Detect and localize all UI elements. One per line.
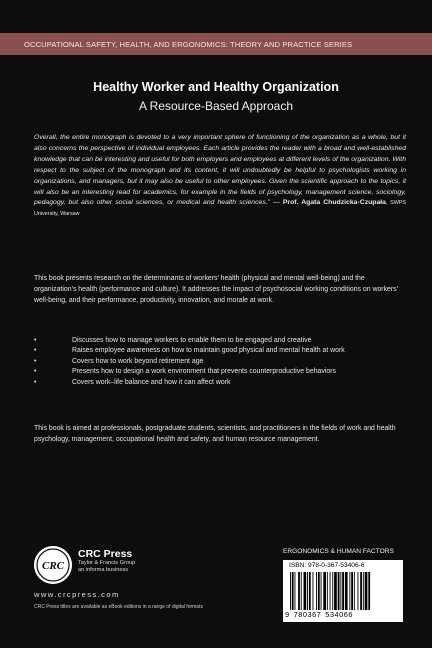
isbn-text: ISBN: 978-0-367-53406-6 [289,562,365,569]
book-title: Healthy Worker and Healthy Organization [93,80,339,94]
barcode-digits [285,610,401,619]
top-strip [0,0,432,33]
barcode-digit-lead: 9 [285,610,290,619]
publisher-tagline: an informa business [78,567,129,573]
barcode-icon [289,572,397,610]
list-item [34,336,406,346]
logo-text: CRC [41,560,65,572]
bullet-icon: • [34,347,37,355]
list-item-text: Covers how to work beyond retirement age [72,357,204,365]
barcode-digit-right: 534066 [325,610,353,619]
list-item-text: Raises employee awareness on how to maintain good physical and mental health at work [72,347,345,355]
barcode-digit-left: 780367 [293,610,322,619]
publisher-block [78,548,135,574]
feature-list [34,336,406,388]
quote-text: Overall, the entire monograph is devoted to a very important sphere of functioning of the organization as a whole, but it also concerns the perspective of individual employees. Each article provides the reader with a broad and well-established knowledge that can be interesting and useful for both employers and employees at different levels of the organization. With respect to the subject of the monograph and its content, it will undoubtedly be helpful to psychologists working in organizations, and managers, but it may also be useful to other employees. Given the scientific approach to the topics, it will also be an interesting read for academics, for example in the fields of psychology, management science, sociology, pedagogy, but also other social sciences, or medical and health sciences.” [34,134,406,207]
crc-press-logo-icon [34,546,72,584]
quote-author: Prof. Agata Chudzicka-Czupała [282,199,386,207]
list-item-text: Discusses how to manage workers to enable them to be engaged and creative [72,337,312,344]
bullet-icon: • [34,368,37,376]
list-item [34,346,406,356]
publisher-group: Taylor & Francis Group [78,560,136,566]
bullet-icon: • [34,357,37,365]
list-item-text: Presents how to design a work environment that prevents counterproductive behaviors [72,368,336,376]
bullet-icon: • [34,337,37,344]
bullet-icon: • [34,378,37,386]
audience-paragraph: This book is aimed at professionals, postgraduate students, scientists, and practitioners in the fields of work and health psychology, management, occupational health and safety, and human resource management. [34,425,396,443]
series-band [0,33,432,55]
book-subtitle: A Resource-Based Approach [138,99,294,113]
publisher-url: www.crcpress.com [34,590,120,599]
list-item [34,367,406,377]
ebook-note: CRC Press titles are available as eBook editions in a range of digital formats [34,604,203,610]
list-item-text: Covers work–life balance and how it can affect work [72,378,231,386]
series-title: OCCUPATIONAL SAFETY, HEALTH, AND ERGONOMICS: THEORY AND PRACTICE SERIES [24,39,353,49]
endorsement-quote [34,133,406,220]
description-paragraph: This book presents research on the determinants of workers’ health (physical and mental well-being) and the organization’s health (performance and culture). It addresses the impact of psychosocial working conditions on workers’ well-being, and their performance, productivity, innovation, and morale at work. [34,275,398,304]
quote-affiliation: , SWPS University, Warsaw [34,200,406,218]
subject-category: ERGONOMICS & HUMAN FACTORS [283,548,394,555]
list-item [34,357,406,367]
list-item [34,378,406,388]
barcode-panel [283,560,403,622]
quote-dash: — [269,199,283,207]
publisher-name: CRC Press [78,548,133,560]
